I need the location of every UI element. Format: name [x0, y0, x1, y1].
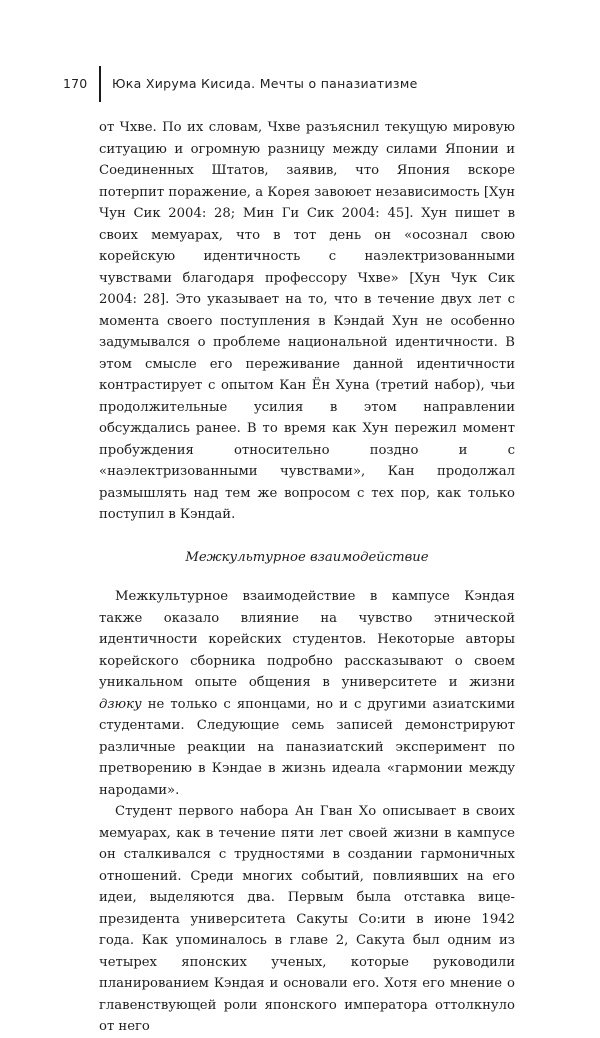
body-text [99, 117, 515, 1038]
paragraph-text: Межкультурное взаимодействие в кампусе Кэндая также оказало влияние на чувство этнической идентичности корейских студентов. Некоторые авторы корейского сборника подробно рассказывают о своем уникальном опыте общения в университете и жизни [99, 589, 515, 690]
running-header [0, 66, 600, 102]
paragraph-intercultural [99, 586, 515, 801]
page-number: 170 [63, 76, 88, 91]
italic-term: дзюку [99, 696, 142, 712]
paragraph-text: не только с японцами, но и с другими азиатскими студентами. Следующие семь записей демонстрируют различные реакции на паназиатский эксперимент по претворению в Кэндае в жизнь идеала «гармонии между народами». [99, 696, 515, 798]
paragraph-an-gwan-ho: Студент первого набора Ан Гван Хо описывает в своих мемуарах, как в течение пяти лет своей жизни в кампусе он сталкивался с трудностями в создании гармоничных отношений. Среди многих событий, повлиявших на его идеи, выделяются два. Первым была отставка вице-президента университета Сакуты Со:ити в июне 1942 года. Как упоминалось в главе 2, Сакута был одним из четырех японских ученых, которые руководили планированием Кэндая и основали его. Хотя его мнение о главенствующей роли японского императора оттолкнуло от него [99, 804, 515, 1034]
section-heading: Межкультурное взаимодействие [185, 549, 429, 565]
header-divider [99, 66, 101, 102]
paragraph-continued: от Чхве. По их словам, Чхве разъяснил текущую мировую ситуацию и огромную разницу между силами Японии и Соединенных Штатов, заявив, что Япония вскоре потерпит поражение, а Корея завоюет независимость [Хун Чун Сик 2004: 28; Мин Ги Сик 2004: 45]. Хун пишет в своих мемуарах, что в тот день он «осознал свою корейскую идентичность с наэлектризованными чувствами благодаря профессору Чхве» [Хун Чук Сик 2004: 28]. Это указывает на то, что в течение двух лет с момента своего поступления в Кэндай Хун не особенно задумывался о проблеме национальной идентичности. В этом смысле его переживание данной идентичности контрастирует с опытом Кан Ён Хуна (третий набор), чьи продолжительные усилия в этом направлении обсуждались ранее. В то время как Хун пережил момент пробуждения относительно поздно и с «наэлектризованными чувствами», Кан продолжал размышлять над тем же вопросом с тех пор, как только поступил в Кэндай. [99, 120, 515, 522]
running-title: Юка Хирума Кисида. Мечты о паназиатизме [112, 76, 418, 91]
